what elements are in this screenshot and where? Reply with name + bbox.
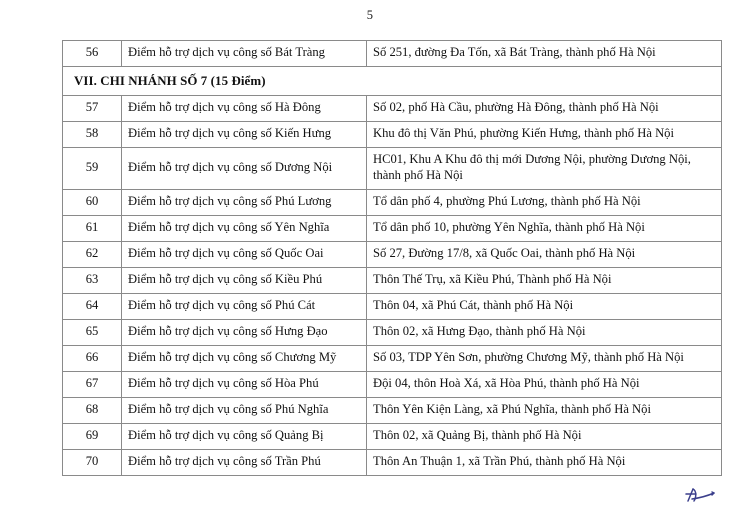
branch-locations-table [62, 40, 722, 476]
row-number: 69 [63, 424, 122, 450]
row-address: Khu đô thị Văn Phú, phường Kiến Hưng, thành phố Hà Nội [367, 122, 722, 148]
row-address: Thôn An Thuận 1, xã Trần Phú, thành phố Hà Nội [367, 450, 722, 476]
row-number: 63 [63, 268, 122, 294]
table-row [63, 216, 722, 242]
table-row [63, 148, 722, 190]
row-number: 67 [63, 372, 122, 398]
row-location-name: Điểm hỗ trợ dịch vụ công số Phú Lương [122, 190, 367, 216]
table-row [63, 122, 722, 148]
row-address: Số 251, đường Đa Tốn, xã Bát Tràng, thành phố Hà Nội [367, 41, 722, 67]
row-location-name: Điểm hỗ trợ dịch vụ công số Hưng Đạo [122, 320, 367, 346]
row-address: Thôn 02, xã Hưng Đạo, thành phố Hà Nội [367, 320, 722, 346]
table-row [63, 450, 722, 476]
row-location-name: Điểm hỗ trợ dịch vụ công số Bát Tràng [122, 41, 367, 67]
row-location-name: Điểm hỗ trợ dịch vụ công số Phú Nghĩa [122, 398, 367, 424]
table-row [63, 320, 722, 346]
table-row [63, 41, 722, 67]
row-number: 70 [63, 450, 122, 476]
row-address: HC01, Khu A Khu đô thị mới Dương Nội, phường Dương Nội, thành phố Hà Nội [367, 148, 722, 190]
row-number: 64 [63, 294, 122, 320]
section-title: VII. CHI NHÁNH SỐ 7 (15 Điểm) [63, 66, 722, 95]
row-address: Thôn Thế Trụ, xã Kiều Phú, Thành phố Hà Nội [367, 268, 722, 294]
row-location-name: Điểm hỗ trợ dịch vụ công số Hà Đông [122, 96, 367, 122]
table-row [63, 398, 722, 424]
row-location-name: Điểm hỗ trợ dịch vụ công số Hòa Phú [122, 372, 367, 398]
row-number: 58 [63, 122, 122, 148]
row-number: 56 [63, 41, 122, 67]
row-location-name: Điểm hỗ trợ dịch vụ công số Kiều Phú [122, 268, 367, 294]
row-location-name: Điểm hỗ trợ dịch vụ công số Quốc Oai [122, 242, 367, 268]
row-address: Thôn 02, xã Quảng Bị, thành phố Hà Nội [367, 424, 722, 450]
row-location-name: Điểm hỗ trợ dịch vụ công số Yên Nghĩa [122, 216, 367, 242]
table-row [63, 346, 722, 372]
row-address: Tổ dân phố 10, phường Yên Nghĩa, thành phố Hà Nội [367, 216, 722, 242]
row-number: 65 [63, 320, 122, 346]
row-number: 61 [63, 216, 122, 242]
table-section-row [63, 66, 722, 95]
row-address: Thôn Yên Kiện Làng, xã Phú Nghĩa, thành phố Hà Nội [367, 398, 722, 424]
table-row [63, 190, 722, 216]
row-number: 62 [63, 242, 122, 268]
page-number: 5 [366, 8, 374, 22]
row-address: Đội 04, thôn Hoà Xá, xã Hòa Phú, thành phố Hà Nội [367, 372, 722, 398]
table-row [63, 242, 722, 268]
row-location-name: Điểm hỗ trợ dịch vụ công số Dương Nội [122, 148, 367, 190]
row-number: 60 [63, 190, 122, 216]
row-address: Số 03, TDP Yên Sơn, phường Chương Mỹ, thành phố Hà Nội [367, 346, 722, 372]
row-location-name: Điểm hỗ trợ dịch vụ công số Phú Cát [122, 294, 367, 320]
row-location-name: Điểm hỗ trợ dịch vụ công số Chương Mỹ [122, 346, 367, 372]
table-row [63, 424, 722, 450]
row-address: Thôn 04, xã Phú Cát, thành phố Hà Nội [367, 294, 722, 320]
row-location-name: Điểm hỗ trợ dịch vụ công số Quảng Bị [122, 424, 367, 450]
row-number: 57 [63, 96, 122, 122]
table-row [63, 294, 722, 320]
row-location-name: Điểm hỗ trợ dịch vụ công số Kiến Hưng [122, 122, 367, 148]
branch-locations-table-wrapper [62, 40, 691, 476]
row-number: 59 [63, 148, 122, 190]
table-row [63, 268, 722, 294]
row-location-name: Điểm hỗ trợ dịch vụ công số Trần Phú [122, 450, 367, 476]
row-address: Tổ dân phố 4, phường Phú Lương, thành phố Hà Nội [367, 190, 722, 216]
signature-mark [683, 485, 717, 507]
row-address: Số 02, phố Hà Cầu, phường Hà Đông, thành phố Hà Nội [367, 96, 722, 122]
row-address: Số 27, Đường 17/8, xã Quốc Oai, thành phố Hà Nội [367, 242, 722, 268]
table-row [63, 372, 722, 398]
row-number: 66 [63, 346, 122, 372]
table-row [63, 96, 722, 122]
table-body [63, 41, 722, 476]
row-number: 68 [63, 398, 122, 424]
